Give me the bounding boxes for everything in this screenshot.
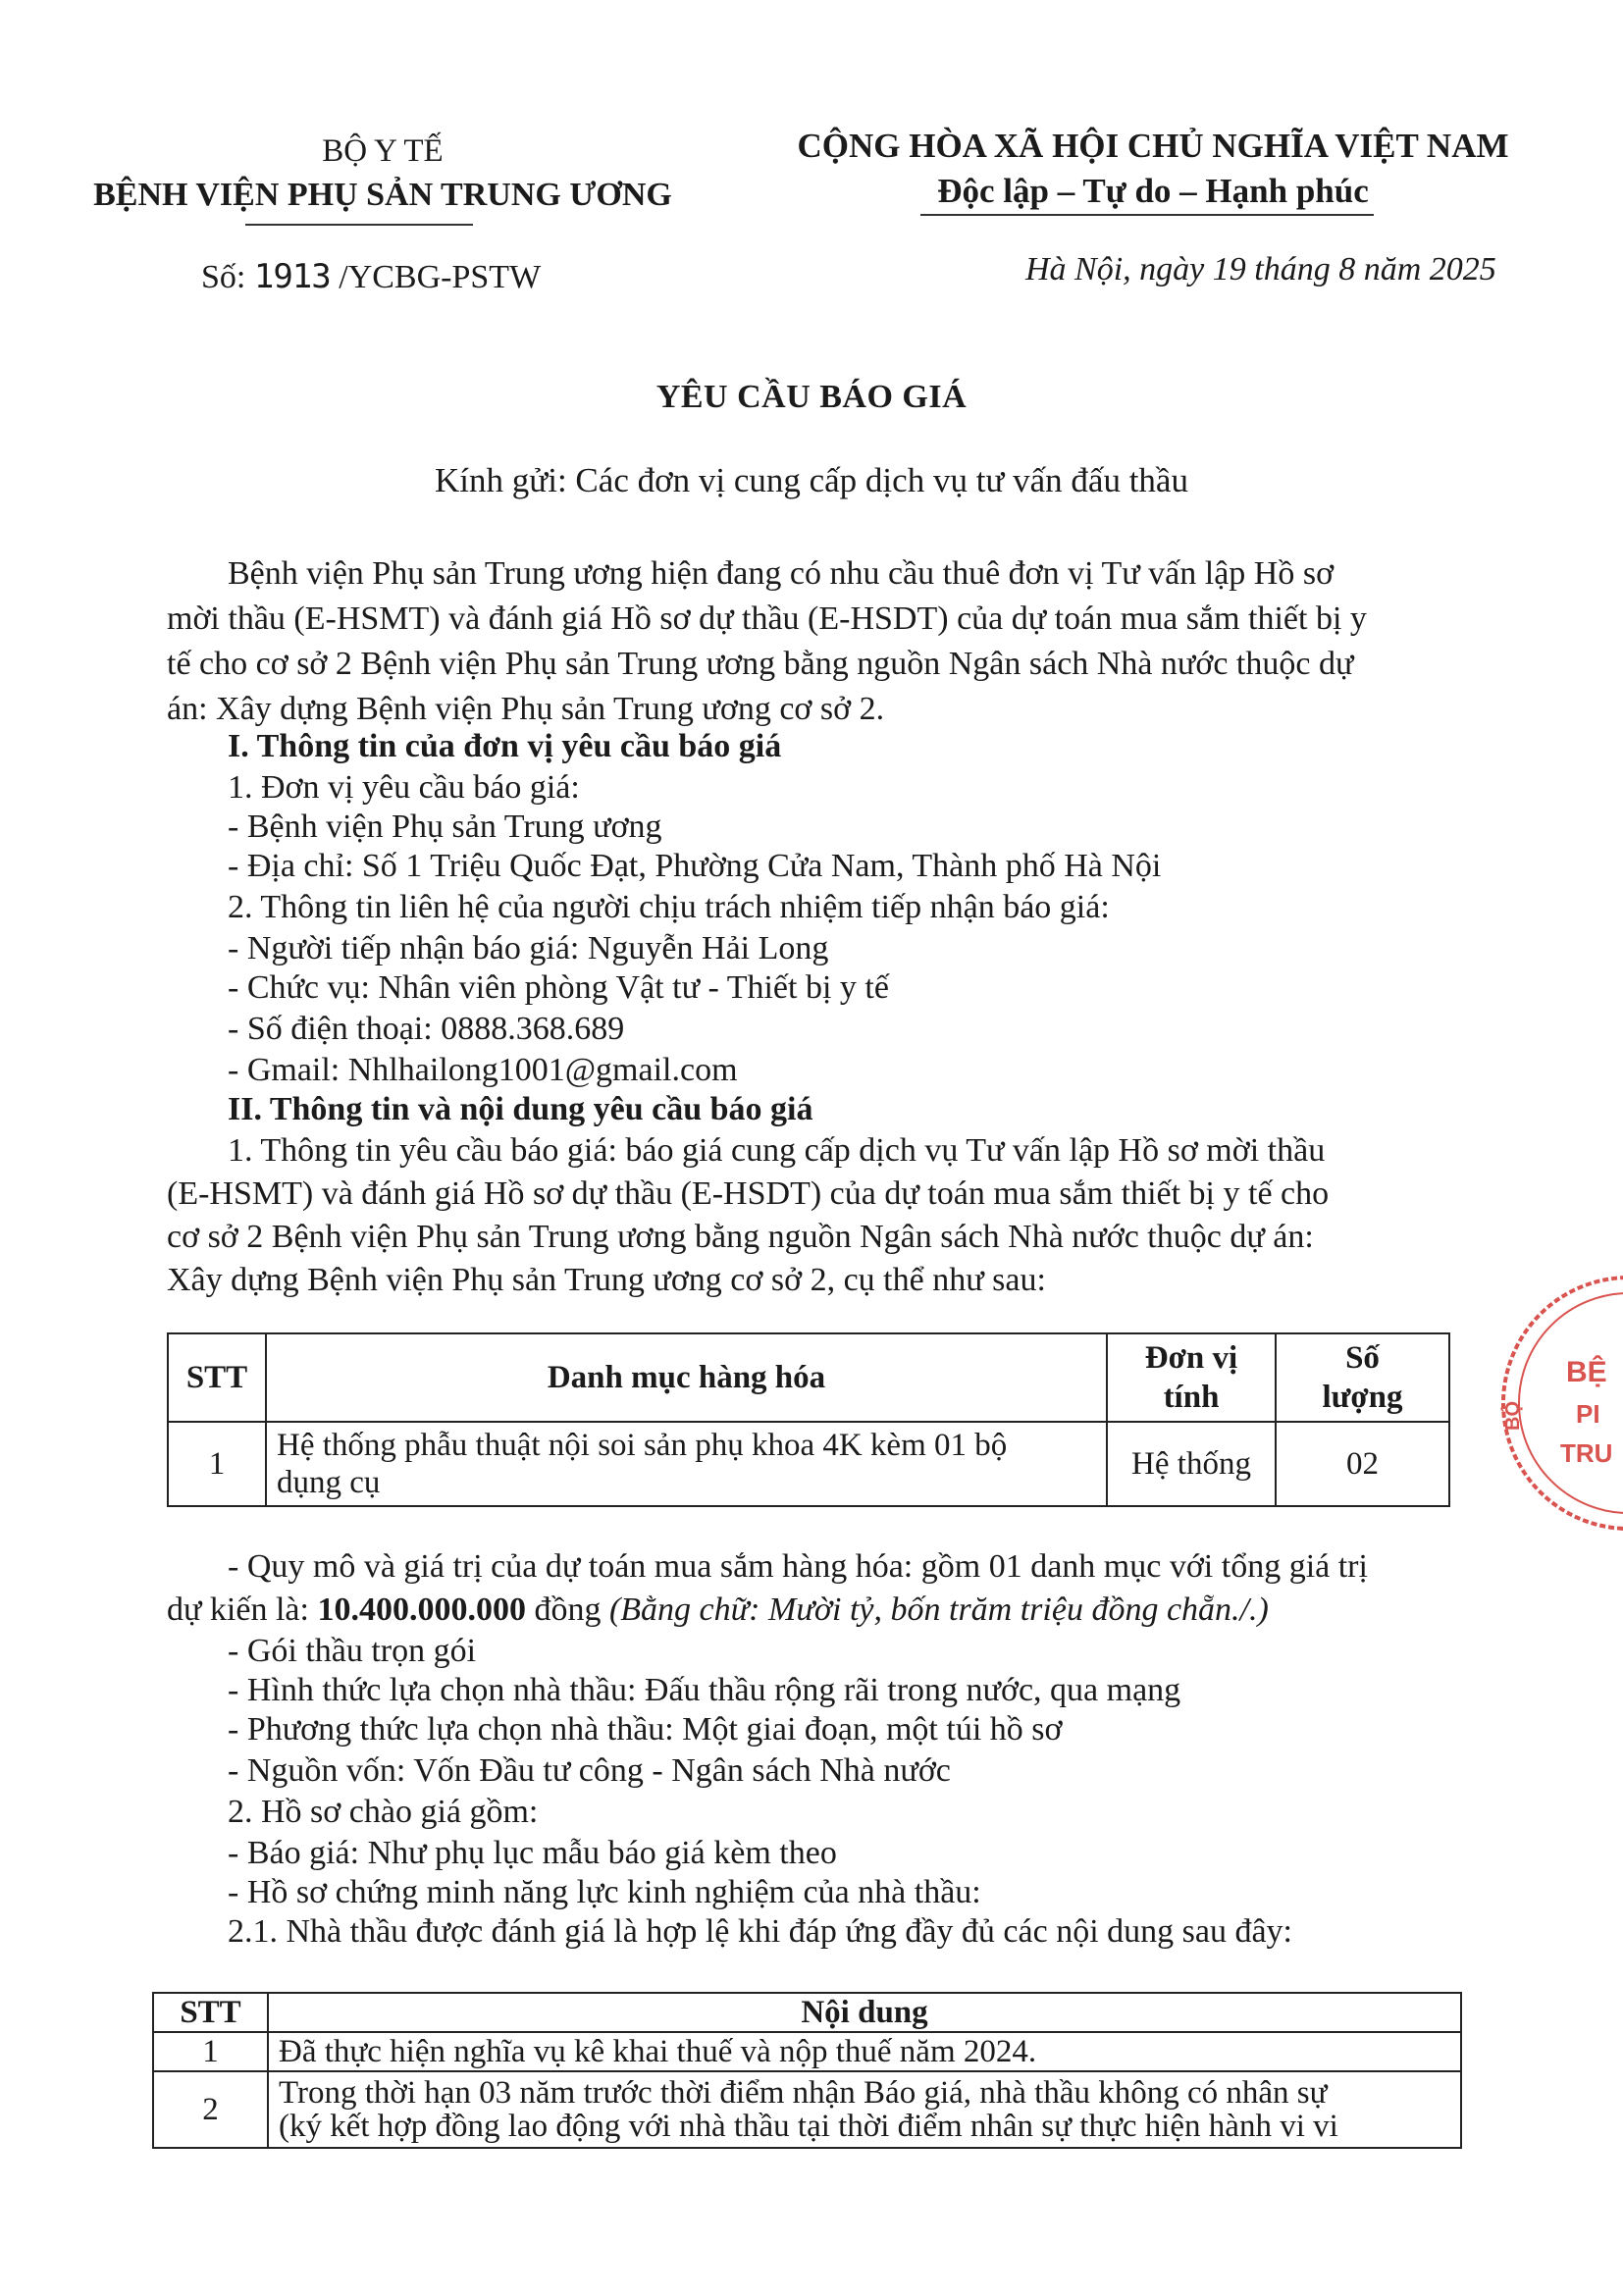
section-1-item: - Địa chỉ: Số 1 Triệu Quốc Đạt, Phường Cửa Nam, Thành phố Hà Nội — [228, 848, 1162, 884]
stamp-text-3: TRU — [1560, 1438, 1613, 1468]
official-stamp — [1492, 1266, 1623, 1550]
cell-item: Hệ thống phẫu thuật nội soi sản phụ khoa 4K kèm 01 bộ dụng cụ — [266, 1422, 1107, 1506]
intro-line: án: Xây dựng Bệnh viện Phụ sản Trung ương cơ sở 2. — [167, 691, 885, 727]
stamp-text-2: PI — [1576, 1399, 1600, 1429]
detail-item: - Hình thức lựa chọn nhà thầu: Đấu thầu rộng rãi trong nước, qua mạng — [228, 1672, 1181, 1708]
intro-line: mời thầu (E-HSMT) và đánh giá Hồ sơ dự thầu (E-HSDT) của dự toán mua sắm thiết bị y — [167, 600, 1367, 637]
ministry-name: BỘ Y TẾ — [322, 133, 444, 169]
cell-content: Đã thực hiện nghĩa vụ kê khai thuế và nộp thuế năm 2024. — [268, 2032, 1461, 2071]
cell-stt: 1 — [153, 2032, 268, 2071]
section-1-item: 1. Đơn vị yêu cầu báo giá: — [228, 769, 580, 806]
detail-item: 2. Hồ sơ chào giá gồm: — [228, 1794, 539, 1830]
table-header-row — [168, 1333, 1449, 1422]
header-stt: STT — [153, 1993, 268, 2032]
motto-underline — [920, 214, 1374, 216]
header-content: Nội dung — [268, 1993, 1461, 2032]
country-name: CỘNG HÒA XÃ HỘI CHỦ NGHĨA VIỆT NAM — [797, 127, 1509, 165]
table-row — [168, 1422, 1449, 1506]
cell-content: Trong thời hạn 03 năm trước thời điểm nhận Báo giá, nhà thầu không có nhân sự (ký kết hợp đồng lao động với nhà thầu tại thời điểm nhân sự thực hiện hành vi vi — [268, 2071, 1461, 2148]
section-1-item: - Gmail: Nhlhailong1001@gmail.com — [228, 1052, 738, 1088]
table-row — [153, 2071, 1461, 2148]
detail-item: - Báo giá: Như phụ lục mẫu báo giá kèm theo — [228, 1835, 837, 1871]
header-stt: STT — [168, 1333, 266, 1422]
stamp-text-1: BỆ — [1566, 1356, 1607, 1388]
table-row — [153, 2032, 1461, 2071]
intro-line: Bệnh viện Phụ sản Trung ương hiện đang có nhu cầu thuê đơn vị Tư vấn lập Hồ sơ — [228, 555, 1335, 592]
section-2-heading: II. Thông tin và nội dung yêu cầu báo giá — [228, 1091, 813, 1127]
detail-item: - Hồ sơ chứng minh năng lực kinh nghiệm của nhà thầu: — [228, 1874, 981, 1910]
section-1-item: - Số điện thoại: 0888.368.689 — [228, 1011, 625, 1047]
stamp-text-4: BỘ — [1502, 1401, 1524, 1431]
section-2-line: 1. Thông tin yêu cầu báo giá: báo giá cung cấp dịch vụ Tư vấn lập Hồ sơ mời thầu — [228, 1132, 1326, 1169]
scale-value-line: dự kiến là: 10.400.000.000 đồng (Bằng chữ: Mười tỷ, bốn trăm triệu đồng chẵn./.) — [167, 1592, 1269, 1628]
header-unit: Đơn vị tính — [1107, 1333, 1276, 1422]
national-header — [756, 124, 1550, 214]
document-number: Số: 1913 /YCBG-PSTW — [201, 257, 542, 296]
detail-item: - Nguồn vốn: Vốn Đầu tư công - Ngân sách Nhà nước — [228, 1752, 951, 1789]
table-header-row — [153, 1993, 1461, 2032]
issuer-block — [59, 130, 707, 218]
handwritten-number: 1913 — [253, 257, 331, 296]
detail-item: 2.1. Nhà thầu được đánh giá là hợp lệ khi đáp ứng đầy đủ các nội dung sau đây: — [228, 1913, 1292, 1950]
cell-unit: Hệ thống — [1107, 1422, 1276, 1506]
detail-item: - Phương thức lựa chọn nhà thầu: Một giai đoạn, một túi hồ sơ — [228, 1711, 1063, 1748]
criteria-table — [152, 1992, 1462, 2149]
section-1-heading: I. Thông tin của đơn vị yêu cầu báo giá — [228, 728, 782, 764]
cell-stt: 2 — [153, 2071, 268, 2148]
hospital-name: BỆNH VIỆN PHỤ SẢN TRUNG ƯƠNG — [93, 177, 672, 213]
document-date: Hà Nội, ngày 19 tháng 8 năm 2025 — [1025, 251, 1496, 287]
recipient-line: Kính gửi: Các đơn vị cung cấp dịch vụ tư vấn đấu thầu — [435, 461, 1188, 499]
cell-stt: 1 — [168, 1422, 266, 1506]
document-title: YÊU CẦU BÁO GIÁ — [655, 379, 968, 415]
total-amount: 10.400.000.000 — [317, 1592, 526, 1628]
section-2-line: (E-HSMT) và đánh giá Hồ sơ dự thầu (E-HSDT) của dự toán mua sắm thiết bị y tế cho — [167, 1175, 1330, 1212]
section-1-item: - Bệnh viện Phụ sản Trung ương — [228, 809, 662, 845]
cell-qty: 02 — [1276, 1422, 1449, 1506]
section-2-line: Xây dựng Bệnh viện Phụ sản Trung ương cơ sở 2, cụ thể như sau: — [167, 1262, 1046, 1298]
national-motto: Độc lập – Tự do – Hạnh phúc — [937, 172, 1369, 210]
section-1-item: - Người tiếp nhận báo giá: Nguyễn Hải Long — [228, 930, 829, 966]
intro-line: tế cho cơ sở 2 Bệnh viện Phụ sản Trung ương bằng nguồn Ngân sách Nhà nước thuộc dự — [167, 646, 1354, 682]
detail-item: - Gói thầu trọn gói — [228, 1633, 477, 1669]
header-item: Danh mục hàng hóa — [266, 1333, 1107, 1422]
scale-line: - Quy mô và giá trị của dự toán mua sắm hàng hóa: gồm 01 danh mục với tổng giá trị — [228, 1548, 1368, 1585]
amount-in-words: (Bằng chữ: Mười tỷ, bốn trăm triệu đồng chẵn./.) — [608, 1592, 1269, 1628]
section-1-item: 2. Thông tin liên hệ của người chịu trách nhiệm tiếp nhận báo giá: — [228, 889, 1110, 925]
header-qty: Số lượng — [1276, 1333, 1449, 1422]
section-2-line: cơ sở 2 Bệnh viện Phụ sản Trung ương bằng nguồn Ngân sách Nhà nước thuộc dự án: — [167, 1219, 1314, 1255]
goods-table — [167, 1332, 1450, 1507]
issuer-underline — [245, 224, 473, 226]
section-1-item: - Chức vụ: Nhân viên phòng Vật tư - Thiết bị y tế — [228, 969, 889, 1006]
